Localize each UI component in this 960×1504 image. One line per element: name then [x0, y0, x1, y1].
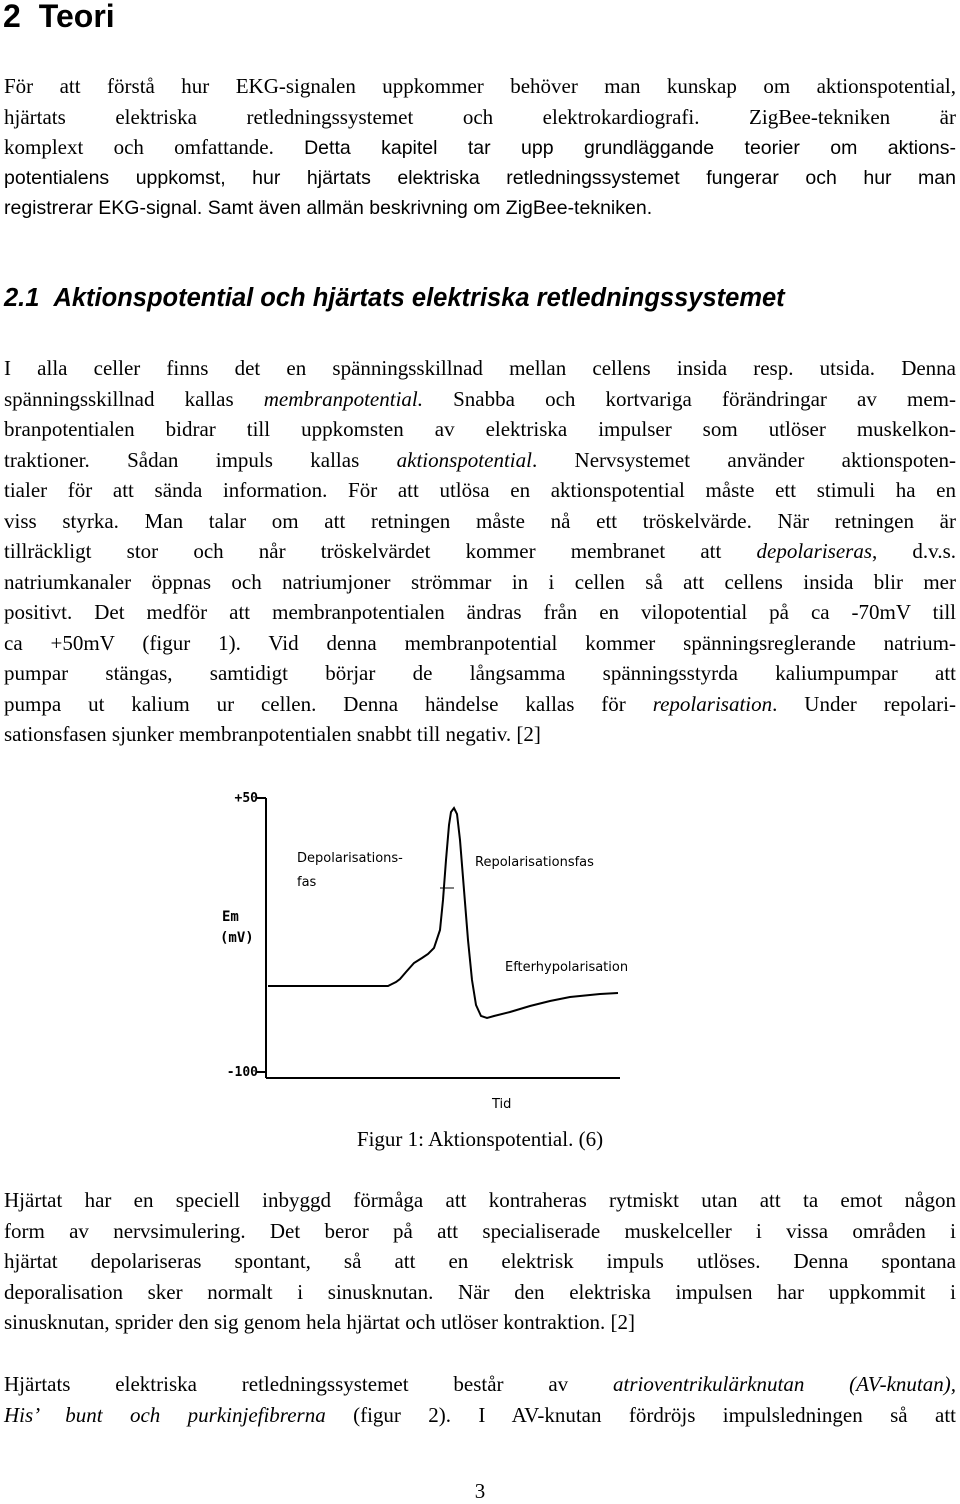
body-line: hjärtat depolariseras spontant, så att en elektrisk impuls utlöses. Denna spontana: [4, 1249, 956, 1273]
body-line: form av nervsimulering. Det beror på att specialiserade muskelceller i vissa områden i: [4, 1218, 956, 1243]
y-tick-label-bottom: -100: [226, 1065, 258, 1080]
section-number: 2: [3, 0, 21, 34]
y-axis-label-em: Em: [222, 909, 239, 925]
intro-line: potentialens uppkomst, hur hjärtats elektriska retledningssystemet fungerar och hur man: [4, 166, 956, 189]
text-run: . Under repolari-: [772, 691, 956, 716]
x-axis-label: Tid: [492, 1097, 512, 1112]
body-line: branpotentialen bidrar till uppkomsten av elektriska impulser som utlöser muskelkon-: [4, 417, 956, 441]
italic-term: membranpotential.: [263, 386, 423, 411]
body-line: positivt. Det medför att membranpotentialen ändras från en vilopotential på ca -70mV till: [4, 600, 956, 624]
repolarisation-label: Repolarisationsfas: [475, 855, 594, 870]
body-line: [4, 536, 956, 567]
body-line: natriumkanaler öppnas och natriumjoner strömmar in i cellen så att cellens insida blir mer: [4, 569, 956, 594]
section-title: Teori: [38, 0, 115, 34]
intro-line-sans-part: Detta kapitel tar upp grundläggande teorier om aktions-: [304, 137, 957, 159]
text-run: traktioner. Sådan impuls kallas: [4, 447, 397, 472]
body-paragraph-1: [4, 353, 956, 750]
body-line: sationsfasen sjunker membranpotentialen snabbt till negativ. [2]: [4, 722, 541, 746]
intro-line-serif-part: komplext och omfattande.: [4, 135, 274, 159]
intro-line: registrerar EKG-signal. Samt även allmän beskrivning om ZigBee-tekniken.: [4, 197, 653, 219]
text-run: (figur 2). I AV-knutan fördröjs impulsledningen så att: [325, 1402, 956, 1427]
body-line: [4, 1400, 956, 1431]
subsection-heading: [4, 281, 785, 315]
body-line: [4, 689, 956, 720]
depolarisation-label-2: fas: [297, 875, 317, 890]
hyperpolarisation-label: Efterhypolarisation: [505, 960, 629, 975]
body-paragraph-2: [4, 1185, 956, 1338]
intro-paragraph: [4, 71, 956, 224]
italic-term: aktionspotential: [396, 447, 532, 472]
y-tick-label-top: +50: [234, 791, 258, 806]
text-run: spänningsskillnad kallas: [4, 386, 264, 411]
body-line: I alla celler finns det en spänningsskillnad mellan cellens insida resp. utsida. Denna: [4, 356, 956, 380]
section-heading: [3, 0, 115, 36]
intro-line: För att förstå hur EKG-signalen uppkommer behöver man kunskap om aktionspotential,: [4, 74, 956, 98]
body-line: tialer för att sända information. För att utlösa en aktionspotential måste ett stimuli ha en: [4, 478, 956, 502]
body-line: pumpar stängas, samtidigt börjar de långsamma spänningsstyrda kaliumpumpar att: [4, 661, 956, 685]
body-line: [4, 1369, 956, 1400]
action-potential-figure: [210, 780, 770, 1120]
figure-caption: Figur 1: Aktionspotential. (6): [356, 1127, 604, 1151]
body-line: viss styrka. Man talar om att retningen måste nå ett tröskelvärde. När retningen är: [4, 508, 956, 533]
text-run: , d.v.s.: [872, 539, 956, 563]
body-line: [4, 445, 956, 476]
body-paragraph-3: [4, 1369, 956, 1430]
italic-term: His’ bunt och purkinjefibrerna: [4, 1402, 326, 1427]
intro-line-mixed: [4, 132, 956, 163]
text-run: tillräckligt stor och når tröskelvärdet kommer membranet att: [4, 539, 757, 563]
italic-term: depolariseras: [756, 539, 873, 563]
depolarisation-label-1: Depolarisations-: [297, 851, 403, 866]
intro-line: hjärtats elektriska retledningssystemet och elektrokardiografi. ZigBee-tekniken är: [4, 104, 956, 129]
subsection-number: 2.1: [4, 284, 40, 312]
body-line: sinusknutan, sprider den sig genom hela hjärtat och utlöser kontraktion. [2]: [4, 1310, 636, 1334]
body-line: deporalisation sker normalt i sinusknutan. När den elektriska impulsen har uppkommit i: [4, 1279, 956, 1304]
page-number: 3: [474, 1479, 486, 1503]
body-line: Hjärtat har en speciell inbyggd förmåga att kontraheras rytmiskt utan att ta emot någon: [4, 1188, 956, 1212]
text-run: Snabba och kortvariga förändringar av mem-: [422, 386, 956, 411]
action-potential-diagram: [210, 780, 770, 1120]
y-axis-label-unit: (mV): [220, 930, 254, 946]
body-line: ca +50mV (figur 1). Vid denna membranpotential kommer spänningsreglerande natrium-: [4, 630, 956, 655]
text-run: pumpa ut kalium ur cellen. Denna händelse kallas för: [4, 691, 653, 716]
italic-term: atrioventrikulärknutan (AV-knutan),: [613, 1372, 956, 1396]
text-run: Hjärtats elektriska retledningssystemet består av: [4, 1372, 614, 1396]
action-potential-curve: [268, 808, 618, 1018]
text-run: . Nervsystemet använder aktionspoten-: [531, 447, 956, 472]
subsection-title: Aktionspotential och hjärtats elektriska retledningssystemet: [53, 284, 785, 312]
body-line: [4, 384, 956, 415]
italic-term: repolarisation: [652, 691, 773, 716]
